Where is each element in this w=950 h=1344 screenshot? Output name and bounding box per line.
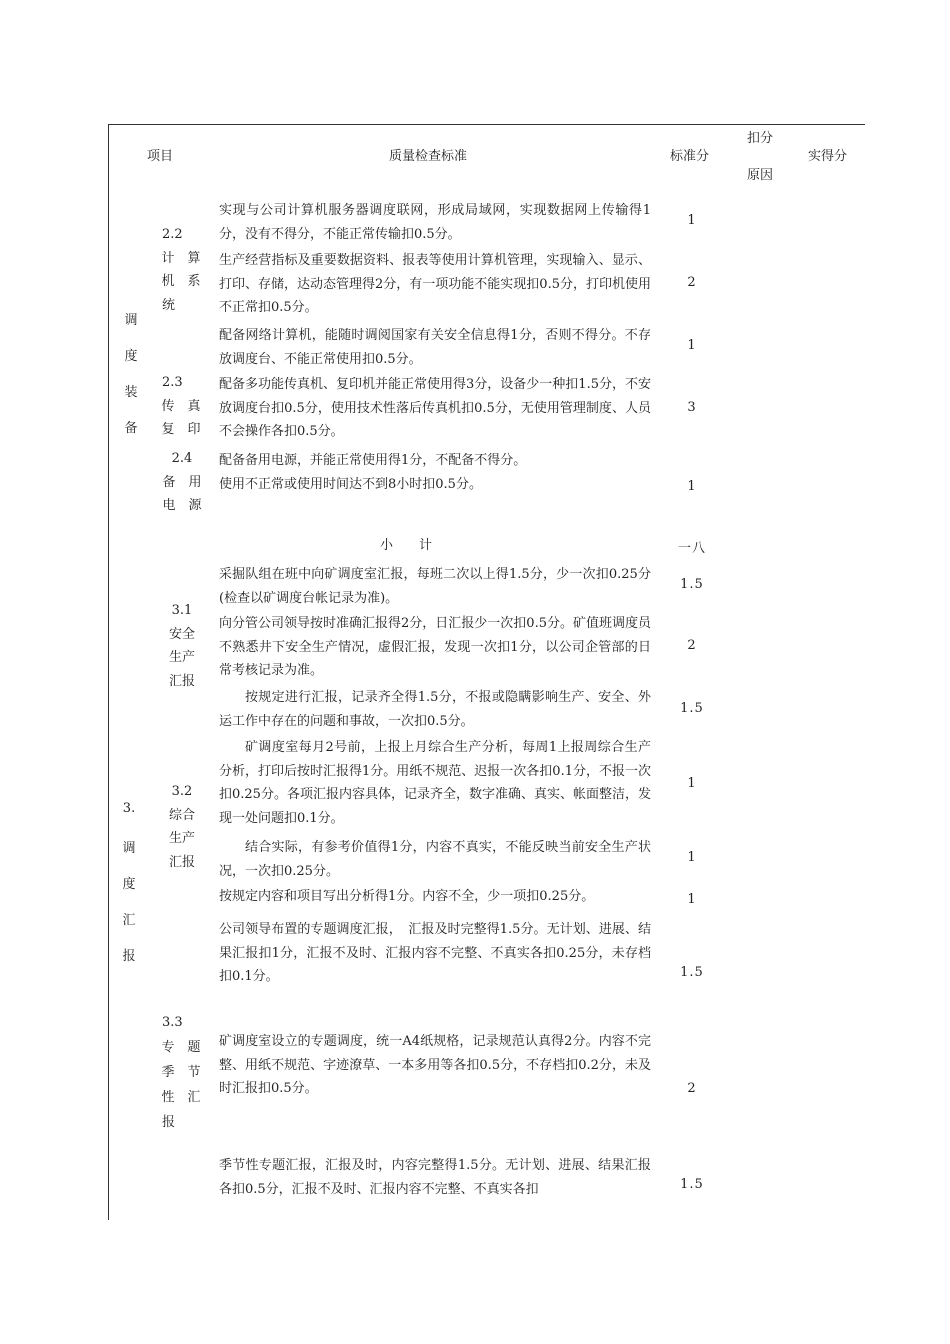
sub-item-label: 备 用 [162, 474, 202, 490]
score-r2: 2 [687, 275, 697, 290]
sub-item-3-3 [158, 1010, 204, 1135]
header-std-score: 标准分 [670, 149, 710, 164]
sub-item-2-2 [158, 223, 204, 317]
sub-item-label: 安全 [168, 626, 195, 642]
group-char: 装 [124, 385, 138, 400]
sub-item-label: 专 题 [161, 1040, 201, 1055]
group-char: 报 [122, 949, 136, 964]
score-r5: 1 [687, 479, 697, 494]
subtotal-score: 一八 [677, 541, 706, 556]
header-item: 项目 [147, 149, 174, 164]
sub-item-label: 传 真 [161, 398, 201, 414]
sub-item-number: 2.4 [171, 451, 193, 466]
sub-item-label: 汇报 [168, 673, 195, 689]
sub-item-number: 3.3 [162, 1015, 183, 1030]
table-top-border [108, 124, 865, 125]
standard-text-r12: 公司领导布置的专题调度汇报， 汇报及时完整得1.5分。无计划、进展、结果汇报扣1分，汇报不及时、汇报内容不完整、不真实各扣0.25分，未存档扣0.1分。 [219, 922, 651, 984]
group-char: 调 [124, 313, 138, 328]
group-dispatch-equipment [121, 309, 141, 453]
score-r10: 1 [687, 850, 697, 865]
sub-item-label: 机 系 [161, 274, 201, 289]
sub-item-label: 季 节 [161, 1065, 201, 1080]
score-r12: 1.5 [680, 965, 704, 980]
score-r3: 1 [687, 338, 697, 353]
score-r11: 1 [687, 892, 697, 907]
score-r9: 1 [687, 776, 697, 791]
score-r8: 1.5 [680, 701, 704, 716]
sub-item-number: 3.2 [171, 784, 193, 799]
header-actual-score: 实得分 [808, 149, 848, 164]
standard-text-r3: 配备网络计算机，能随时调阅国家有关安全信息得1分，否则不得分。不存放调度台、不能正常使用扣0.5分。 [219, 328, 651, 367]
sub-item-label: 汇报 [168, 854, 195, 870]
group-char: 3. [122, 801, 136, 816]
sub-item-label: 生产 [168, 831, 195, 846]
sub-item-label: 计 算 [161, 250, 201, 266]
score-r1: 1 [687, 213, 697, 228]
score-r13: 2 [687, 1081, 697, 1096]
score-r14: 1.5 [680, 1177, 704, 1192]
sub-item-number: 3.1 [171, 603, 193, 618]
group-char: 度 [124, 349, 138, 364]
sub-item-label: 综合 [168, 807, 195, 823]
standard-text-r2: 生产经营指标及重要数据资料、报表等使用计算机管理，实现输入、显示、打印、存储，达动态管理得2分，有一项功能不能实现扣0.5分，打印机使用不正常扣0.5分。 [219, 253, 651, 315]
standard-text-r5b: 使用不正常或使用时间达不到8小时扣0.5分。 [219, 477, 482, 492]
standard-paragraph: 结合实际，有参考价值得1分，内容不真实，不能反映当前安全生产状况，一次扣0.25分。 [219, 840, 651, 879]
standard-text-r10 [219, 836, 651, 883]
sub-item-label: 电 源 [162, 498, 202, 513]
sub-item-2-4 [162, 447, 202, 518]
group-char: 调 [122, 841, 136, 856]
sub-item-number: 2.3 [162, 375, 183, 390]
header-deduct-reason-line2: 原因 [747, 168, 774, 183]
score-r7: 2 [687, 638, 697, 653]
sub-item-label: 生产 [168, 650, 195, 665]
standard-paragraph: 按规定进行汇报，记录齐全得1.5分，不报或隐瞒影响生产、安全、外运工作中存在的问题和事故，一次扣0.5分。 [219, 690, 651, 729]
standard-text-r1: 实现与公司计算机服务器调度联网，形成局域网，实现数据网上传输得1分，没有不得分，不能正常传输扣0.5分。 [219, 203, 651, 242]
sub-item-label: 报 [162, 1115, 176, 1130]
sub-item-label: 复 印 [161, 422, 201, 437]
group-dispatch-report [119, 801, 139, 981]
header-standard: 质量检查标准 [389, 149, 468, 164]
sub-item-3-1 [164, 599, 200, 693]
standard-paragraph: 矿调度室每月2号前，上报上月综合生产分析，每周1上报周综合生产分析，打印后按时汇报得1分。用纸不规范、迟报一次各扣0.1分，不报一次扣0.25分。各项汇报内容具体，记录齐全，数字准确、真实、帐面整洁，发现一处问题扣0.1分。 [219, 740, 651, 826]
sub-item-2-3 [158, 371, 204, 442]
group-char: 汇 [122, 913, 136, 928]
standard-text-r6: 采掘队组在班中向矿调度室汇报，每班二次以上得1.5分，少一次扣0.25分(检查以矿调度台帐记录为准)。 [219, 567, 651, 606]
standard-text-r13: 矿调度室设立的专题调度，统一A4纸规格，记录规范认真得2分。内容不完整、用纸不规范、字迹潦草、一本多用等各扣0.5分，不存档扣0.2分，未及时汇报扣0.5分。 [219, 1034, 651, 1096]
score-r6: 1.5 [680, 577, 704, 592]
standard-text-r4: 配备多功能传真机、复印机并能正常使用得3分，设备少一种扣1.5分，不安放调度台扣0.5分，使用技术性落后传真机扣0.5分，无使用管理制度、人员不会操作各扣0.5分。 [219, 377, 651, 439]
standard-text-r11: 按规定内容和项目写出分析得1分。内容不全，少一项扣0.25分。 [219, 889, 595, 904]
score-r4: 3 [687, 400, 697, 415]
sub-item-3-2 [164, 780, 200, 874]
header-deduct-reason-line1: 扣分 [747, 131, 774, 146]
standard-text-r9 [219, 736, 651, 830]
sub-item-label: 统 [162, 297, 176, 313]
standard-text-r14: 季节性专题汇报，汇报及时，内容完整得1.5分。无计划、进展、结果汇报各扣0.5分，汇报不及时、汇报内容不完整、不真实各扣 [219, 1158, 651, 1197]
sub-item-number: 2.2 [162, 227, 183, 242]
group-char: 度 [122, 877, 136, 892]
table-left-border [108, 124, 109, 1220]
subtotal-label: 小 计 [380, 538, 433, 553]
group-char: 备 [124, 421, 138, 436]
standard-text-r8 [219, 686, 651, 733]
standard-text-r7: 向分管公司领导按时准确汇报得2分，日汇报少一次扣0.5分。矿值班调度员不熟悉井下安全生产情况，虚假汇报，发现一次扣1分，以公司企管部的日常考核记录为准。 [219, 616, 651, 678]
sub-item-label: 性 汇 [161, 1090, 201, 1105]
standard-text-r5a: 配备备用电源，并能正常使用得1分，不配备不得分。 [219, 453, 527, 468]
